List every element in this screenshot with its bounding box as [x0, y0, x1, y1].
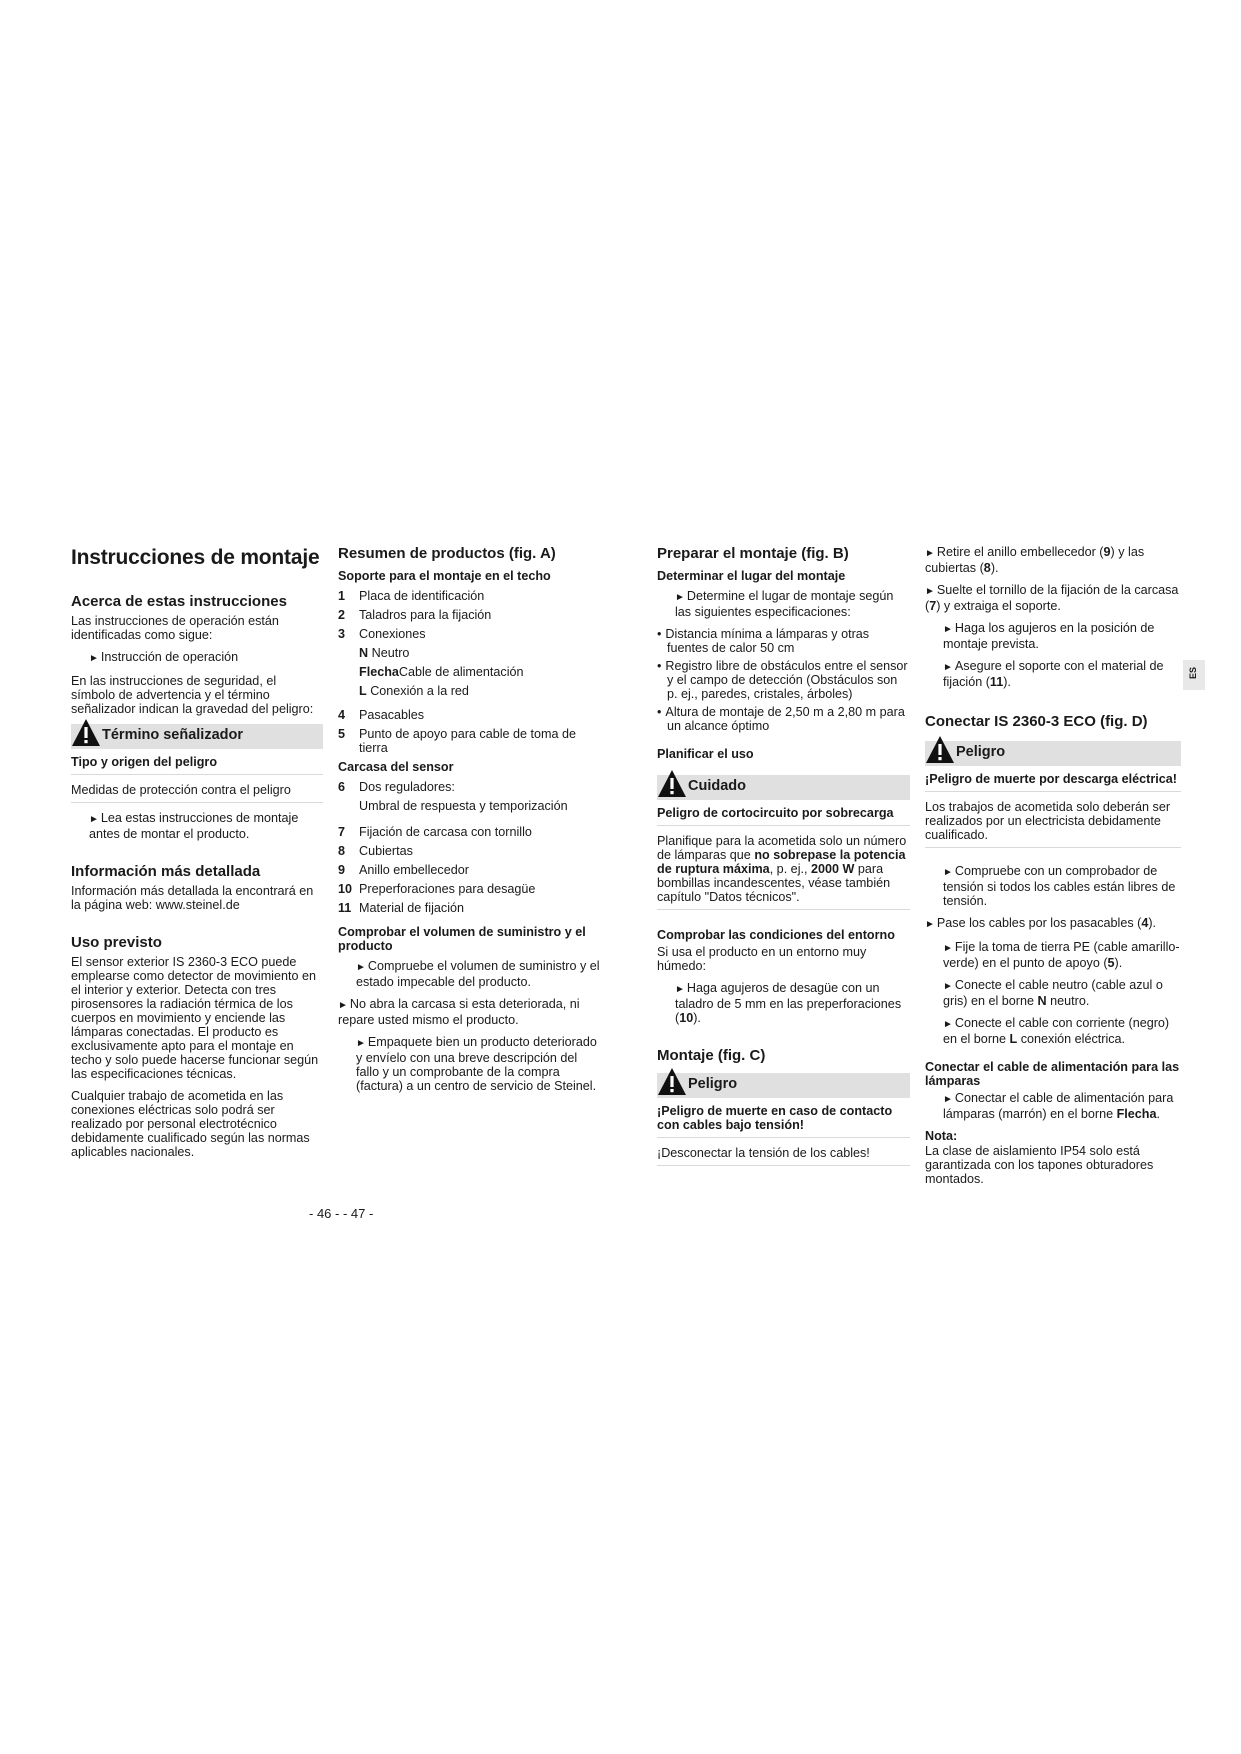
connect-step-4: ► Conecte el cable neutro (cable azul o gris) en el borne N neutro.	[925, 978, 1181, 1008]
page-numbers: - 46 - - 47 -	[309, 1206, 374, 1221]
environment-step: ► Haga agujeros de desagüe con un taladro de 5 mm en las preperforaciones (10).	[657, 981, 910, 1025]
list-item: 3 Conexiones	[338, 627, 426, 641]
list-item: 10 Preperforaciones para desagüe	[338, 882, 536, 896]
danger-text: Los trabajos de acometida solo deberán ser realizados por un electricista debidamente cualificado.	[925, 800, 1181, 848]
caution-subtitle: Peligro de cortocircuito por sobrecarga	[657, 806, 910, 826]
check-step-3: ► Empaquete bien un producto deteriorado y envíelo con una breve descripción del fallo y un comprobante de la compra (factura) a un centro de servicio de Steinel.	[338, 1035, 600, 1093]
regulators-detail: Umbral de respuesta y temporización	[359, 799, 568, 813]
info-heading: Información más detallada	[71, 863, 261, 880]
caution-label: Cuidado	[688, 778, 746, 794]
sensor-housing-heading: Carcasa del sensor	[338, 760, 454, 774]
danger-subtitle: ¡Peligro de muerte en caso de contacto con cables bajo tensión!	[657, 1104, 910, 1138]
check-step-2: ► No abra la carcasa si esta deteriorada, ni repare usted mismo el producto.	[338, 997, 600, 1027]
danger-subtitle: ¡Peligro de muerte por descarga eléctrica!	[925, 772, 1181, 792]
product-summary-heading: Resumen de productos (fig. A)	[338, 545, 556, 562]
location-heading: Determinar el lugar del montaje	[657, 569, 846, 583]
list-item: 5 Punto de apoyo para cable de toma de tierra	[338, 727, 577, 755]
warning-measures: Medidas de protección contra el peligro	[71, 783, 323, 803]
spec-bullet: • Altura de montaje de 2,50 m a 2,80 m para un alcance óptimo	[657, 705, 910, 733]
language-tab	[1183, 660, 1205, 690]
connection-arrow: FlechaCable de alimentación	[359, 665, 524, 679]
warning-subtitle: Tipo y origen del peligro	[71, 755, 323, 775]
list-item: 1 Placa de identificación	[338, 589, 485, 603]
list-item: 4 Pasacables	[338, 708, 425, 722]
list-item: 8 Cubiertas	[338, 844, 413, 858]
caution-banner	[657, 775, 910, 800]
check-delivery-heading: Comprobar el volumen de suministro y el producto	[338, 925, 586, 953]
connect-step-2: ► Pase los cables por los pasacables (4).	[925, 916, 1181, 932]
warning-step: ► Lea estas instrucciones de montaje antes de montar el producto.	[71, 811, 323, 841]
location-step: ► Determine el lugar de montaje según las siguientes especificaciones:	[657, 589, 910, 619]
about-text: Las instrucciones de operación están identificadas como sigue:	[71, 614, 279, 642]
column-3	[657, 545, 910, 1174]
spec-bullet: • Registro libre de obstáculos entre el sensor y el campo de detección (Obstáculos son p. ej., paredes, cristales, árboles)	[657, 659, 910, 701]
use-heading: Uso previsto	[71, 934, 162, 951]
column-4	[925, 545, 1181, 1194]
about-heading: Acerca de estas instrucciones	[71, 593, 287, 610]
list-item: 9 Anillo embellecedor	[338, 863, 469, 877]
plan-use-heading: Planificar el uso	[657, 747, 754, 761]
prepare-heading: Preparar el montaje (fig. B)	[657, 545, 849, 562]
column-1	[71, 545, 323, 1167]
spec-bullet: • Distancia mínima a lámparas y otras fuentes de calor 50 cm	[657, 627, 910, 655]
connect-step-1: ► Compruebe con un comprobador de tensión si todos los cables están libres de tensión.	[925, 864, 1181, 908]
about-step: ► Instrucción de operación	[71, 650, 323, 666]
mount-step-1: ► Retire el anillo embellecedor (9) y las cubiertas (8).	[925, 545, 1181, 575]
lamp-cable-step: ► Conectar el cable de alimentación para lámparas (marrón) en el borne Flecha.	[925, 1091, 1181, 1121]
connect-step-5: ► Conecte el cable con corriente (negro) en el borne L conexión eléctrica.	[925, 1016, 1181, 1046]
caution-text: Planifique para la acometida solo un número de lámparas que no sobrepase la potencia de ruptura máxima, p. ej., 2000 W para bombillas incandescentes, véase también capítulo "Datos técnicos".	[657, 834, 910, 910]
connection-live: L Conexión a la red	[359, 684, 469, 698]
note-heading: Nota:	[925, 1129, 958, 1143]
danger-text: ¡Desconectar la tensión de los cables!	[657, 1146, 910, 1166]
check-step-1: ► Compruebe el volumen de suministro y el estado impecable del producto.	[338, 959, 600, 989]
danger-label: Peligro	[688, 1076, 738, 1092]
warning-triangle-icon	[657, 1067, 687, 1097]
column-2	[338, 545, 600, 1101]
list-item: 11 Material de fijación	[338, 901, 464, 915]
warning-label: Término señalizador	[102, 727, 244, 743]
environment-text: Si usa el producto en un entorno muy húmedo:	[657, 945, 867, 973]
warning-banner-signal-word	[71, 724, 323, 749]
danger-banner-connect	[925, 741, 1181, 766]
use-text-2: Cualquier trabajo de acometida en las conexiones eléctricas solo podrá ser realizado por personal electrotécnico debidamente cualificado según las normas aplicables nacionales.	[71, 1089, 310, 1159]
use-text-1: El sensor exterior IS 2360-3 ECO puede emplearse como detector de movimiento en el interior y exterior. Detecta con tres pirosensores la radiación térmica de los cuerpos en movimiento y enciende las lámparas conectadas. El producto es exclusivamente apto para el montaje en techo y solo puede hacerse funcionar según las especificaciones técnicas.	[71, 955, 319, 1081]
note-text: La clase de aislamiento IP54 solo está garantizada con los tapones obturadores montados.	[925, 1144, 1154, 1186]
connect-step-3: ► Fije la toma de tierra PE (cable amarillo-verde) en el punto de apoyo (5).	[925, 940, 1181, 970]
connect-heading: Conectar IS 2360-3 ECO (fig. D)	[925, 713, 1148, 730]
lamp-cable-heading: Conectar el cable de alimentación para las lámparas	[925, 1060, 1180, 1088]
list-item: 7 Fijación de carcasa con tornillo	[338, 825, 532, 839]
parts-list-1	[338, 589, 600, 755]
parts-list-2	[338, 780, 600, 915]
mount-step-2: ► Suelte el tornillo de la fijación de la carcasa (7) y extraiga el soporte.	[925, 583, 1181, 613]
document-title: Instrucciones de montaje	[71, 546, 320, 569]
danger-label: Peligro	[956, 744, 1006, 760]
list-item: 2 Taladros para la fijación	[338, 608, 492, 622]
ceiling-support-heading: Soporte para el montaje en el techo	[338, 569, 551, 583]
environment-heading: Comprobar las condiciones del entorno	[657, 928, 895, 942]
list-item: 6 Dos reguladores:	[338, 780, 455, 794]
danger-banner-mounting	[657, 1073, 910, 1098]
mounting-heading: Montaje (fig. C)	[657, 1047, 766, 1064]
mount-step-4: ► Asegure el soporte con el material de fijación (11).	[925, 659, 1181, 689]
mount-step-3: ► Haga los agujeros en la posición de montaje prevista.	[925, 621, 1181, 651]
about-text-2: En las instrucciones de seguridad, el símbolo de advertencia y el término señalizador indican la gravedad del peligro:	[71, 674, 314, 716]
info-text: Información más detallada la encontrará en la página web: www.steinel.de	[71, 884, 314, 912]
warning-triangle-icon	[71, 718, 101, 748]
language-tab-label: ES	[1188, 666, 1199, 680]
warning-triangle-icon	[925, 735, 955, 765]
connection-neutral: N Neutro	[359, 646, 410, 660]
warning-triangle-icon	[657, 769, 687, 799]
